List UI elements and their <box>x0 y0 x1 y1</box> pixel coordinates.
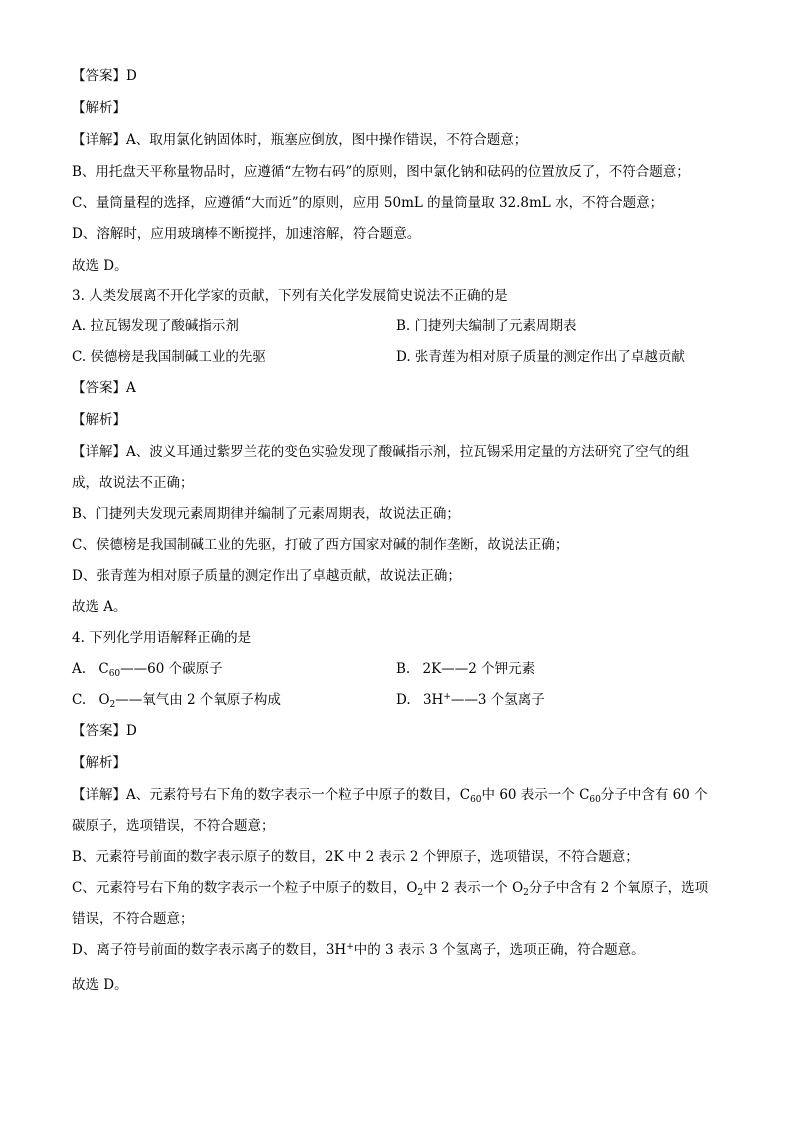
q4-detail-a-sub2: 60 <box>589 795 601 805</box>
q4-option-a-letter: A. <box>72 661 87 677</box>
q4-detail-c-line2: 错误，不符合题意； <box>72 911 194 927</box>
q4-option-a-subscript: 60 <box>108 669 121 679</box>
q4-option-d-symbol: 3H <box>422 692 444 708</box>
q4-option-c-letter: C. <box>72 692 87 708</box>
q2-conclusion: 故选 D。 <box>72 258 128 274</box>
q3-detail-a-line2: 成，故说法不正确； <box>72 475 194 491</box>
q2-answer: 【答案】D <box>72 68 137 84</box>
q4-option-b <box>396 659 535 679</box>
q4-option-c-symbol: O <box>98 692 110 708</box>
q3-option-d: D. 张青莲为相对原子质量的测定作出了卓越贡献 <box>396 349 685 365</box>
q4-option-c-subscript: 2 <box>109 700 116 710</box>
q4-conclusion: 故选 D。 <box>72 977 128 993</box>
q4-detail-c-part3: 分子中含有 2 个氧原子，选项 <box>528 880 709 896</box>
q3-detail-b: B、门捷列夫发现元素周期律并编制了元素周期表，故说法正确； <box>72 506 460 522</box>
q4-option-c <box>72 690 281 710</box>
q2-analysis-heading: 【解析】 <box>72 100 126 116</box>
q2-detail-b: B、用托盘天平称量物品时，应遵循“左物右码”的原则，图中氯化钠和砝码的位置放反了，不符合题意； <box>72 164 690 180</box>
q3-option-c: C. 侯德榜是我国制碱工业的先驱 <box>72 349 266 365</box>
q3-detail-a-line1: 【详解】A、波义耳通过紫罗兰花的变色实验发现了酸碱指示剂，拉瓦锡采用定量的方法研究了空气的组 <box>72 444 690 460</box>
q4-stem: 4. 下列化学用语解释正确的是 <box>72 630 252 646</box>
q3-conclusion: 故选 A。 <box>72 599 127 615</box>
q4-detail-c-line1 <box>72 878 708 898</box>
q4-detail-a-part3: 分子中含有 60 个 <box>600 787 708 803</box>
q4-option-b-letter: B. <box>396 661 411 677</box>
q4-detail-d-part2: 中的 3 表示 3 个氢离子，选项正确，符合题意。 <box>353 942 645 958</box>
q4-option-a-symbol: C <box>98 661 109 677</box>
q4-option-a-text: ——60 个碳原子 <box>120 661 223 677</box>
q3-option-a: A. 拉瓦锡发现了酸碱指示剂 <box>72 318 239 334</box>
q4-detail-c-part1: C、元素符号右下角的数字表示一个粒子中原子的数目，O <box>72 880 418 896</box>
q3-stem: 3. 人类发展离不开化学家的贡献，下列有关化学发展简史说法不正确的是 <box>72 288 508 304</box>
q4-option-b-text: 2K——2 个钾元素 <box>422 661 536 677</box>
q4-option-a <box>72 659 223 679</box>
q4-detail-a-sub1: 60 <box>470 795 482 805</box>
q4-detail-a-line2: 碳原子，选项错误，不符合题意； <box>72 818 275 834</box>
q4-detail-a-part1: 【详解】A、元素符号右下角的数字表示一个粒子中原子的数目，C <box>72 787 471 803</box>
q3-detail-c: C、侯德榜是我国制碱工业的先驱，打破了西方国家对碱的制作垄断，故说法正确； <box>72 537 569 553</box>
q4-detail-d <box>72 940 645 960</box>
q4-detail-d-part1: D、离子符号前面的数字表示离子的数目，3H <box>72 942 347 958</box>
q4-option-d-letter: D. <box>396 692 411 708</box>
q4-detail-a-part2: 中 60 表示一个 C <box>481 787 590 803</box>
q4-detail-a-line1 <box>72 785 708 805</box>
q3-analysis-heading: 【解析】 <box>72 412 126 428</box>
q4-option-d-text: ——3 个氢离子 <box>450 692 545 708</box>
q2-detail-c: C、量筒量程的选择，应遵循“大而近”的原则，应用 50mL 的量筒量取 32.8mL 水，不符合题意； <box>72 195 664 211</box>
q3-detail-d: D、张青莲为相对原子质量的测定作出了卓越贡献，故说法正确； <box>72 568 461 584</box>
q2-detail-a: 【详解】A、取用氯化钠固体时，瓶塞应倒放，图中操作错误，不符合题意； <box>72 132 528 148</box>
q4-option-d-superscript: + <box>443 692 451 702</box>
q4-analysis-heading: 【解析】 <box>72 755 126 771</box>
q4-detail-b: B、元素符号前面的数字表示原子的数目，2K 中 2 表示 2 个钾原子，选项错误，不符合题意； <box>72 849 639 865</box>
q4-option-d <box>396 690 545 710</box>
q4-detail-c-sub1: 2 <box>417 888 424 898</box>
q2-detail-d: D、溶解时，应用玻璃棒不断搅拌，加速溶解，符合题意。 <box>72 226 421 242</box>
q4-option-c-text: ——氧气由 2 个氧原子构成 <box>115 692 281 708</box>
q4-answer: 【答案】D <box>72 723 137 739</box>
q3-option-b: B. 门捷列夫编制了元素周期表 <box>396 318 577 334</box>
q3-answer: 【答案】A <box>72 380 136 396</box>
q4-detail-d-sup: + <box>346 942 354 952</box>
q4-detail-c-part2: 中 2 表示一个 O <box>423 880 524 896</box>
q4-detail-c-sub2: 2 <box>523 888 529 898</box>
